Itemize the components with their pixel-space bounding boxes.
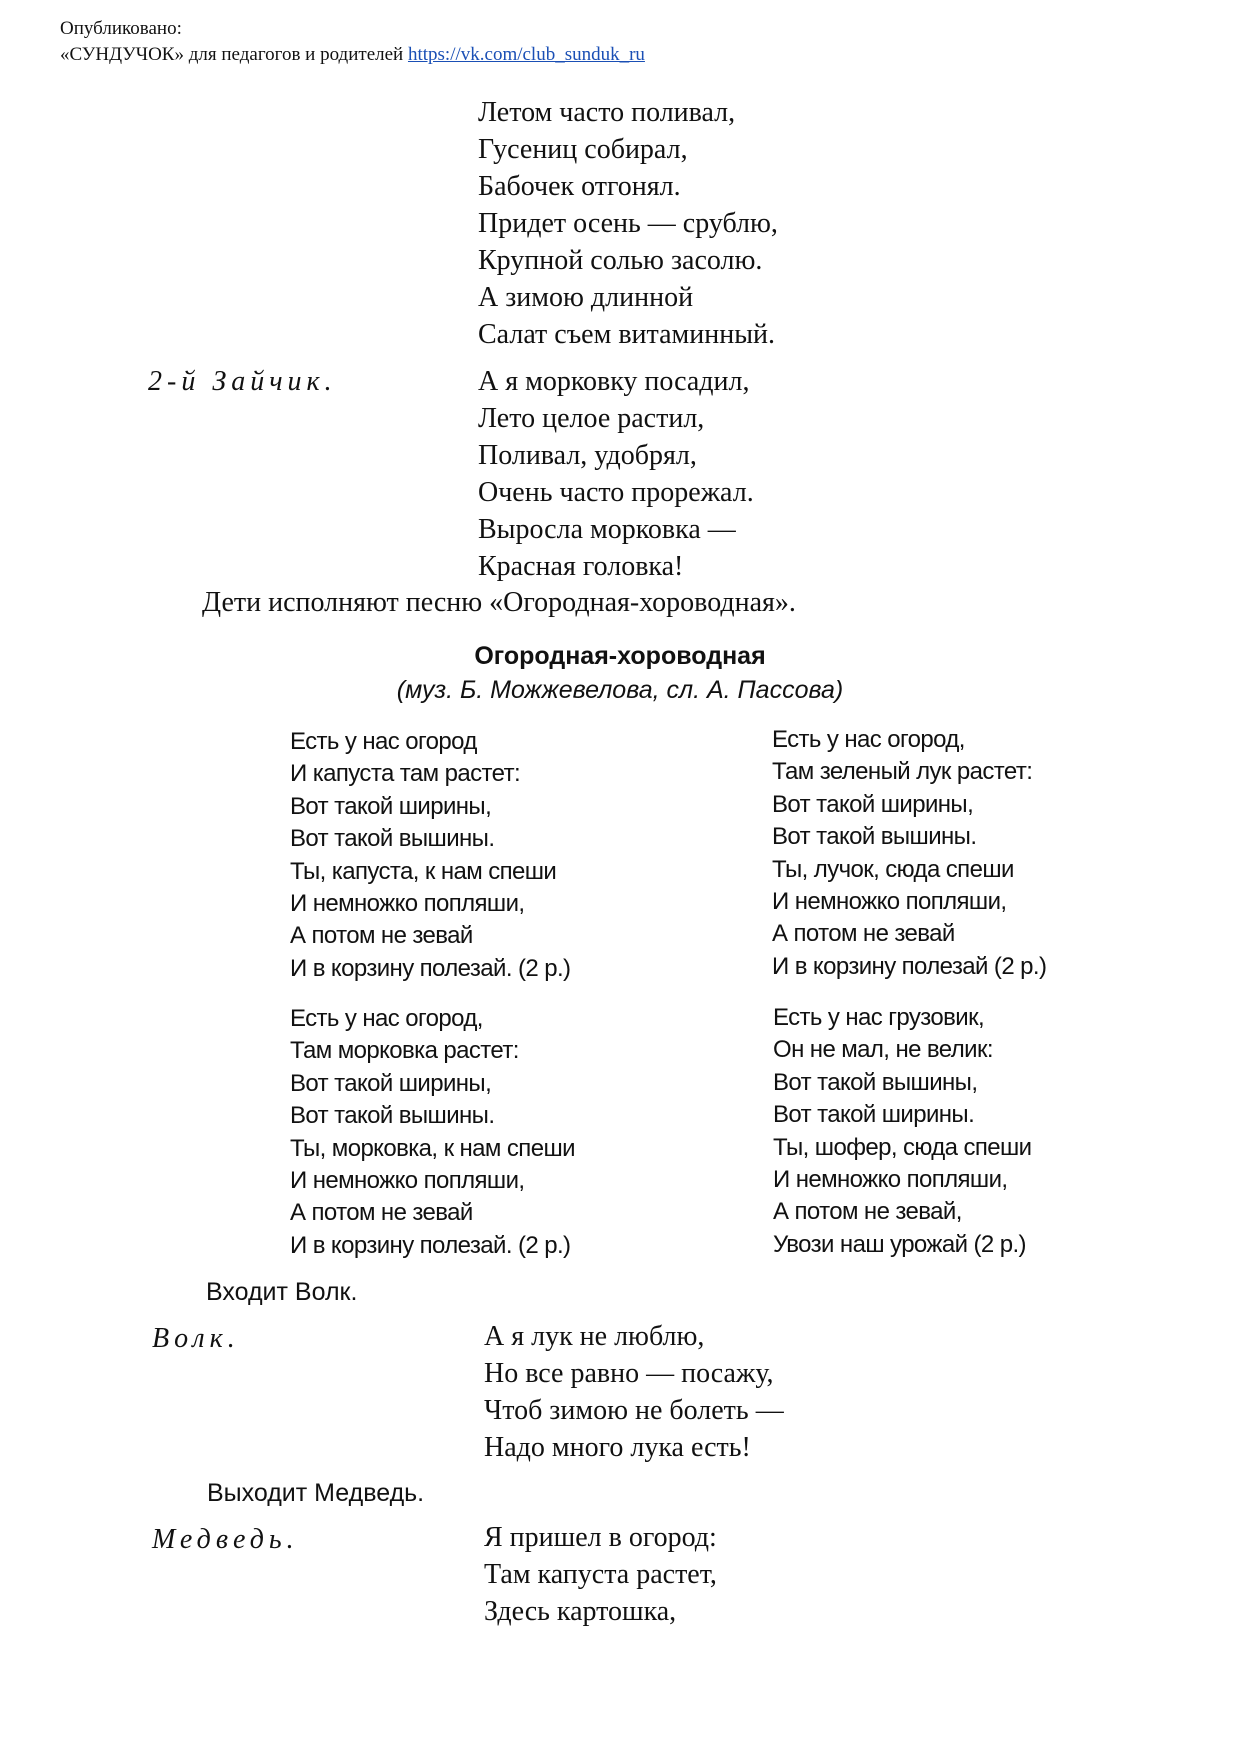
verse-line: Вот такой вышины. (772, 823, 977, 851)
verse-line: И в корзину полезай. (2 р.) (290, 1231, 571, 1259)
verse-line: Вот такой ширины, (290, 1069, 492, 1097)
verse-line: Я пришел в огород: (484, 1522, 717, 1553)
wolf-lines (484, 1318, 784, 1466)
verse-line: И немножко попляши, (773, 1166, 1008, 1194)
song-verse-2 (772, 724, 1046, 983)
verse-line: Гусениц собирал, (478, 134, 688, 165)
verse-line: Салат съем витаминный. (478, 319, 775, 350)
stage-direction-wolf: Входит Волк. (206, 1278, 358, 1306)
verse-line: А я лук не люблю, (484, 1321, 705, 1352)
intro-verse (478, 94, 778, 353)
verse-line: Вот такой вышины, (773, 1068, 978, 1096)
verse-line: Есть у нас огород, (290, 1005, 483, 1032)
header-source-text: «СУНДУЧОК» для педагогов и родителей (60, 44, 408, 65)
verse-line: Надо много лука есть! (484, 1432, 751, 1463)
role-wolf: Волк. (152, 1323, 240, 1354)
verse-line: И в корзину полезай. (2 р.) (290, 954, 571, 982)
song-credits-wrap (0, 676, 1240, 705)
verse-line: Вот такой вышины. (290, 825, 495, 853)
stage-direction-bear: Выходит Медведь. (207, 1479, 425, 1507)
verse-line: А зимою длинной (478, 282, 694, 313)
verse-line: Придет осень — срублю, (478, 208, 778, 239)
verse-line: Выросла морковка — (478, 514, 736, 545)
header-source-line (60, 42, 645, 68)
verse-line: Очень часто прорежал. (478, 477, 754, 508)
verse-line: Красная головка! (478, 551, 684, 582)
bear-lines (484, 1519, 717, 1630)
verse-line: А потом не зевай (772, 920, 955, 948)
verse-line: Чтоб зимою не болеть — (484, 1395, 784, 1426)
verse-line: Ты, лучок, сюда спеши (772, 855, 1014, 883)
zaichik-lines (478, 363, 754, 585)
verse-line: Вот такой ширины. (773, 1101, 975, 1129)
verse-line: Увози наш урожай (2 р.) (773, 1230, 1026, 1258)
song-credits: (муз. Б. Можжевелова, сл. А. Пассова) (396, 676, 844, 704)
verse-line: Есть у нас огород (290, 728, 477, 755)
verse-line: Он не мал, не велик: (773, 1036, 993, 1064)
verse-line: И в корзину полезай (2 р.) (772, 952, 1047, 980)
verse-line: А потом не зевай (290, 1199, 473, 1227)
song-verse-1 (290, 726, 570, 985)
header-source-link[interactable]: https://vk.com/club_sunduk_ru (407, 44, 645, 65)
verse-line: А потом не зевай, (773, 1198, 962, 1226)
verse-line: Ты, капуста, к нам спеши (290, 857, 557, 885)
verse-line: Бабочек отгонял. (478, 171, 681, 202)
song-heading (0, 642, 1240, 671)
song-title: Огородная-хороводная (474, 642, 766, 670)
publication-header (60, 16, 645, 68)
verse-line: Там зеленый лук растет: (772, 758, 1033, 786)
verse-line: И немножко попляши, (290, 890, 525, 918)
song-verse-3 (290, 1003, 575, 1262)
role-zaichik: 2-й Зайчик. (148, 366, 337, 397)
verse-line: Здесь картошка, (484, 1596, 677, 1627)
role-bear: Медведь. (152, 1524, 299, 1555)
verse-line: А потом не зевай (290, 922, 473, 950)
verse-line: Но все равно — посажу, (484, 1358, 774, 1389)
verse-line: И капуста там растет: (290, 760, 521, 788)
verse-line: А я морковку посадил, (478, 366, 750, 397)
verse-line: Лето целое растил, (478, 403, 705, 434)
verse-line: Есть у нас грузовик, (773, 1004, 985, 1031)
header-published-label: Опубликовано: (60, 18, 182, 39)
verse-line: Там капуста растет, (484, 1559, 717, 1590)
verse-line: И немножко попляши, (290, 1167, 525, 1195)
verse-line: Вот такой ширины, (772, 790, 974, 818)
verse-line: Ты, шофер, сюда спеши (773, 1133, 1032, 1161)
verse-line: Есть у нас огород, (772, 726, 965, 753)
verse-line: Вот такой вышины. (290, 1102, 495, 1130)
stage-direction-song: Дети исполняют песню «Огородная-хороводная». (202, 587, 796, 618)
verse-line: Ты, морковка, к нам спеши (290, 1134, 575, 1162)
song-verse-4 (773, 1002, 1031, 1261)
verse-line: Вот такой ширины, (290, 792, 492, 820)
verse-line: Там морковка растет: (290, 1037, 519, 1065)
verse-line: Летом часто поливал, (478, 97, 736, 128)
verse-line: Поливал, удобрял, (478, 440, 697, 471)
verse-line: И немножко попляши, (772, 888, 1007, 916)
verse-line: Крупной солью засолю. (478, 245, 763, 276)
